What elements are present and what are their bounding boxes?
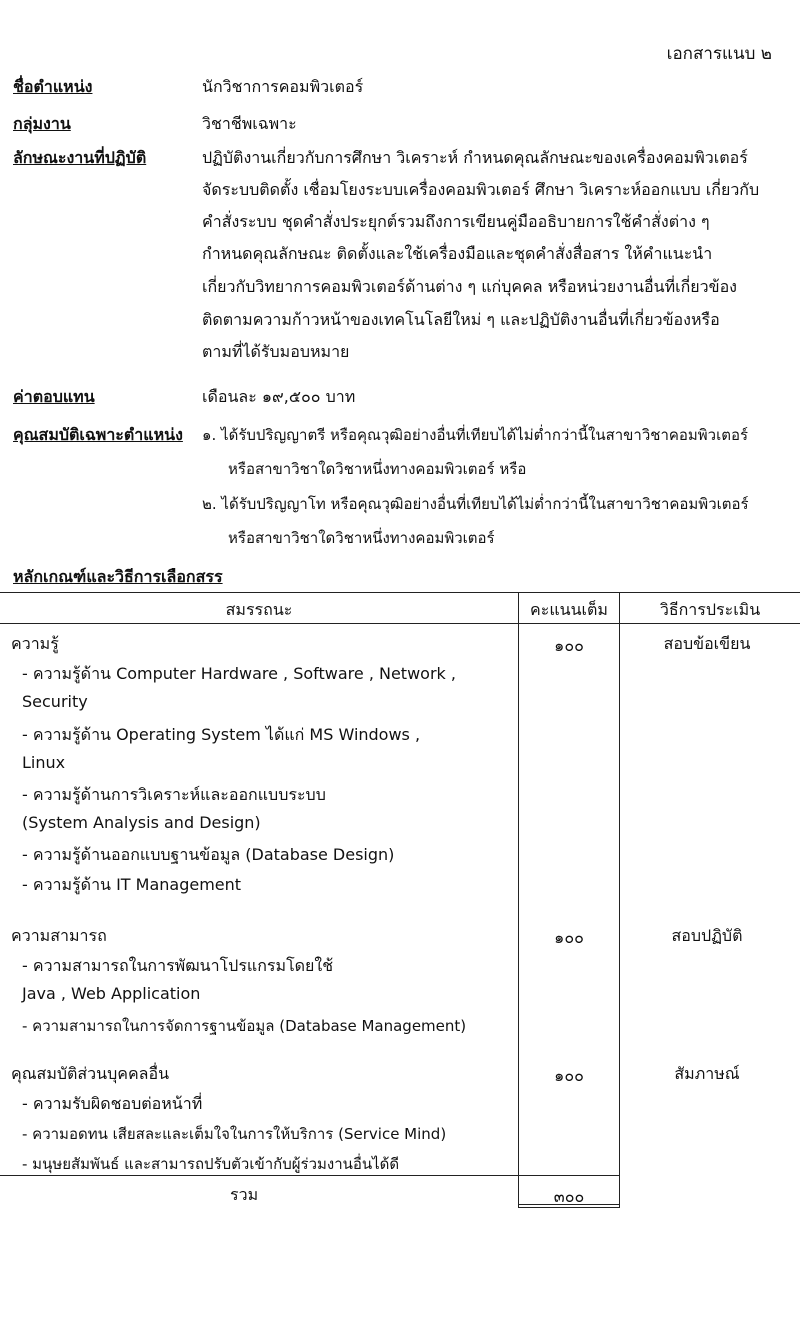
table-top-border bbox=[0, 592, 800, 593]
document-reference: เอกสารแนบ ๒ bbox=[666, 44, 772, 64]
group-line: - ความสามารถในการจัดการฐานข้อมูล (Database Management) bbox=[22, 1017, 467, 1035]
qualification-item-continuation: หรือสาขาวิชาใดวิชาหนึ่งทางคอมพิวเตอร์ bbox=[228, 529, 495, 547]
duties-line: เกี่ยวกับวิทยาการคอมพิวเตอร์ด้านต่าง ๆ แก่บุคคล หรือหน่วยงานอื่นที่เกี่ยวข้อง bbox=[202, 277, 737, 296]
group-line: - ความรู้ด้าน Operating System ได้แก่ MS Windows , bbox=[22, 725, 421, 744]
table-header-competency: สมรรถนะ bbox=[225, 600, 293, 619]
total-label: รวม bbox=[230, 1185, 259, 1204]
group-score: ๑๐๐ bbox=[554, 1066, 584, 1085]
duties-label: ลักษณะงานที่ปฏิบัติ bbox=[13, 148, 147, 167]
position-label: ชื่อตำแหน่ง bbox=[13, 77, 93, 96]
table-header-method: วิธีการประเมิน bbox=[659, 600, 761, 619]
group-score: ๑๐๐ bbox=[554, 636, 584, 655]
group-line: - ความรู้ด้านออกแบบฐานข้อมูล (Database Design) bbox=[22, 845, 395, 864]
group-line: Java , Web Application bbox=[22, 984, 201, 1003]
position-value: นักวิชาการคอมพิวเตอร์ bbox=[202, 77, 364, 96]
table-header-border bbox=[0, 623, 800, 624]
group-line: - ความรู้ด้าน IT Management bbox=[22, 875, 242, 894]
group-method: สัมภาษณ์ bbox=[674, 1064, 740, 1083]
group-score: ๑๐๐ bbox=[554, 928, 584, 947]
table-header-score: คะแนนเต็ม bbox=[530, 600, 608, 619]
duties-line: ปฏิบัติงานเกี่ยวกับการศึกษา วิเคราะห์ กำหนดคุณลักษณะของเครื่องคอมพิวเตอร์ bbox=[202, 148, 748, 167]
duties-line: ตามที่ได้รับมอบหมาย bbox=[202, 342, 350, 361]
duties-line: คำสั่งระบบ ชุดคำสั่งประยุกต์รวมถึงการเขียนคู่มืออธิบายการใช้คำสั่งต่าง ๆ bbox=[202, 212, 710, 231]
group-line: - ความรู้ด้าน Computer Hardware , Software , Network , bbox=[22, 664, 456, 683]
group-line: Security bbox=[22, 692, 88, 711]
group-line: - มนุษยสัมพันธ์ และสามารถปรับตัวเข้ากับผู้ร่วมงานอื่นได้ดี bbox=[22, 1155, 400, 1173]
group-line: Linux bbox=[22, 753, 66, 772]
group-line: - ความอดทน เสียสละและเต็มใจในการให้บริการ (Service Mind) bbox=[22, 1125, 447, 1143]
group-method: สอบข้อเขียน bbox=[663, 634, 751, 653]
group-line: - ความสามารถในการพัฒนาโปรแกรมโดยใช้ bbox=[22, 956, 334, 975]
qualification-item: ๑. ได้รับปริญญาตรี หรือคุณวุฒิอย่างอื่นที่เทียบได้ไม่ต่ำกว่านี้ในสาขาวิชาคอมพิวเตอร์ bbox=[202, 426, 749, 444]
qualification-item-continuation: หรือสาขาวิชาใดวิชาหนึ่งทางคอมพิวเตอร์ หรือ bbox=[228, 460, 527, 478]
salary-value: เดือนละ ๑๙,๕๐๐ บาท bbox=[202, 387, 356, 406]
group-title: ความรู้ bbox=[11, 634, 59, 653]
group-line: - ความรู้ด้านการวิเคราะห์และออกแบบระบบ bbox=[22, 785, 326, 804]
group-line: (System Analysis and Design) bbox=[22, 813, 261, 832]
table-divider bbox=[619, 592, 620, 1207]
group-line: - ความรับผิดชอบต่อหน้าที่ bbox=[22, 1094, 203, 1113]
salary-label: ค่าตอบแทน bbox=[13, 387, 95, 406]
qualifications-label: คุณสมบัติเฉพาะตำแหน่ง bbox=[13, 425, 183, 444]
group-value: วิชาชีพเฉพาะ bbox=[202, 114, 297, 133]
section-title: หลักเกณฑ์และวิธีการเลือกสรร bbox=[13, 567, 223, 586]
duties-line: กำหนดคุณลักษณะ ติดตั้งและใช้เครื่องมือและชุดคำสั่งสื่อสาร ให้คำแนะนำ bbox=[202, 244, 713, 263]
duties-line: ติดตามความก้าวหน้าของเทคโนโลยีใหม่ ๆ และปฏิบัติงานอื่นที่เกี่ยวข้องหรือ bbox=[202, 310, 720, 329]
group-title: ความสามารถ bbox=[11, 926, 107, 945]
qualification-item: ๒. ได้รับปริญญาโท หรือคุณวุฒิอย่างอื่นที่เทียบได้ไม่ต่ำกว่านี้ในสาขาวิชาคอมพิวเตอร์ bbox=[202, 495, 749, 513]
table-divider bbox=[518, 592, 519, 1207]
group-title: คุณสมบัติส่วนบุคคลอื่น bbox=[11, 1064, 170, 1083]
duties-line: จัดระบบติดตั้ง เชื่อมโยงระบบเครื่องคอมพิวเตอร์ ศึกษา วิเคราะห์ออกแบบ เกี่ยวกับ bbox=[202, 180, 760, 199]
group-method: สอบปฏิบัติ bbox=[671, 926, 743, 945]
total-score: ๓๐๐ bbox=[553, 1187, 585, 1206]
group-label: กลุ่มงาน bbox=[13, 114, 71, 133]
